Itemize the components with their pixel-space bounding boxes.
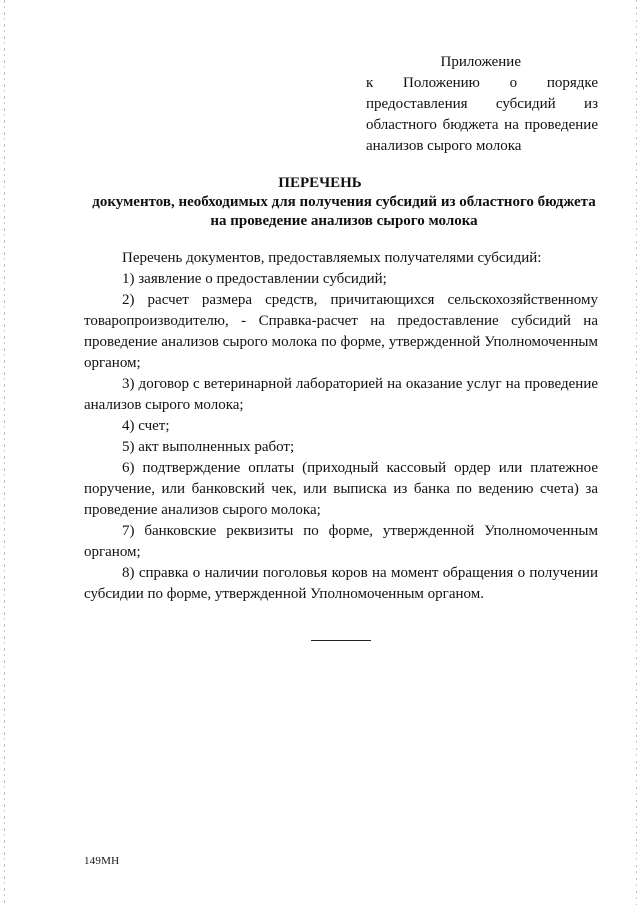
document-subtitle: документов, необходимых для получения субсидий из областного бюджета на проведение анализов сырого молока — [92, 194, 596, 229]
list-item: 4) счет; — [122, 418, 170, 434]
list-item: 5) акт выполненных работ; — [122, 439, 295, 455]
annex-line: областного бюджета на проведение — [366, 117, 598, 133]
list-item: 6) подтверждение оплаты (приходный кассовый ордер или платежное поручение, или банковский чек, или выписка из банка по ведению счета) за проведение анализов сырого молока; — [84, 460, 598, 518]
annex-line: к Положению о порядке — [366, 75, 598, 91]
scan-edge-right — [636, 0, 637, 905]
annex-line: анализов сырого молока — [366, 138, 522, 154]
annex-block — [366, 52, 598, 157]
list-item: 1) заявление о предоставлении субсидий; — [122, 271, 387, 287]
document-title: ПЕРЕЧЕНЬ — [278, 175, 362, 191]
annex-body — [366, 73, 598, 157]
list-item: 3) договор с ветеринарной лабораторией на оказание услуг на проведение анализов сырого молока; — [84, 376, 598, 413]
annex-title: Приложение — [440, 54, 521, 70]
footer-code: 149МН — [84, 855, 120, 867]
annex-line: предоставления субсидий из — [366, 96, 598, 112]
end-divider — [311, 640, 371, 641]
document-body — [84, 248, 598, 605]
list-item: 8) справка о наличии поголовья коров на момент обращения о получении субсидии по форме, утвержденной Уполномоченным органом. — [84, 565, 598, 602]
scan-edge-left — [4, 0, 5, 905]
list-item: 7) банковские реквизиты по форме, утвержденной Уполномоченным органом; — [84, 523, 598, 560]
intro-paragraph: Перечень документов, предоставляемых получателями субсидий: — [122, 250, 542, 266]
list-item: 2) расчет размера средств, причитающихся сельскохозяйственному товаропроизводителю, - Справка-расчет на предоставление субсидий на проведение анализов сырого молока по форме, утвержденной Уполномоченным органом; — [84, 292, 598, 371]
